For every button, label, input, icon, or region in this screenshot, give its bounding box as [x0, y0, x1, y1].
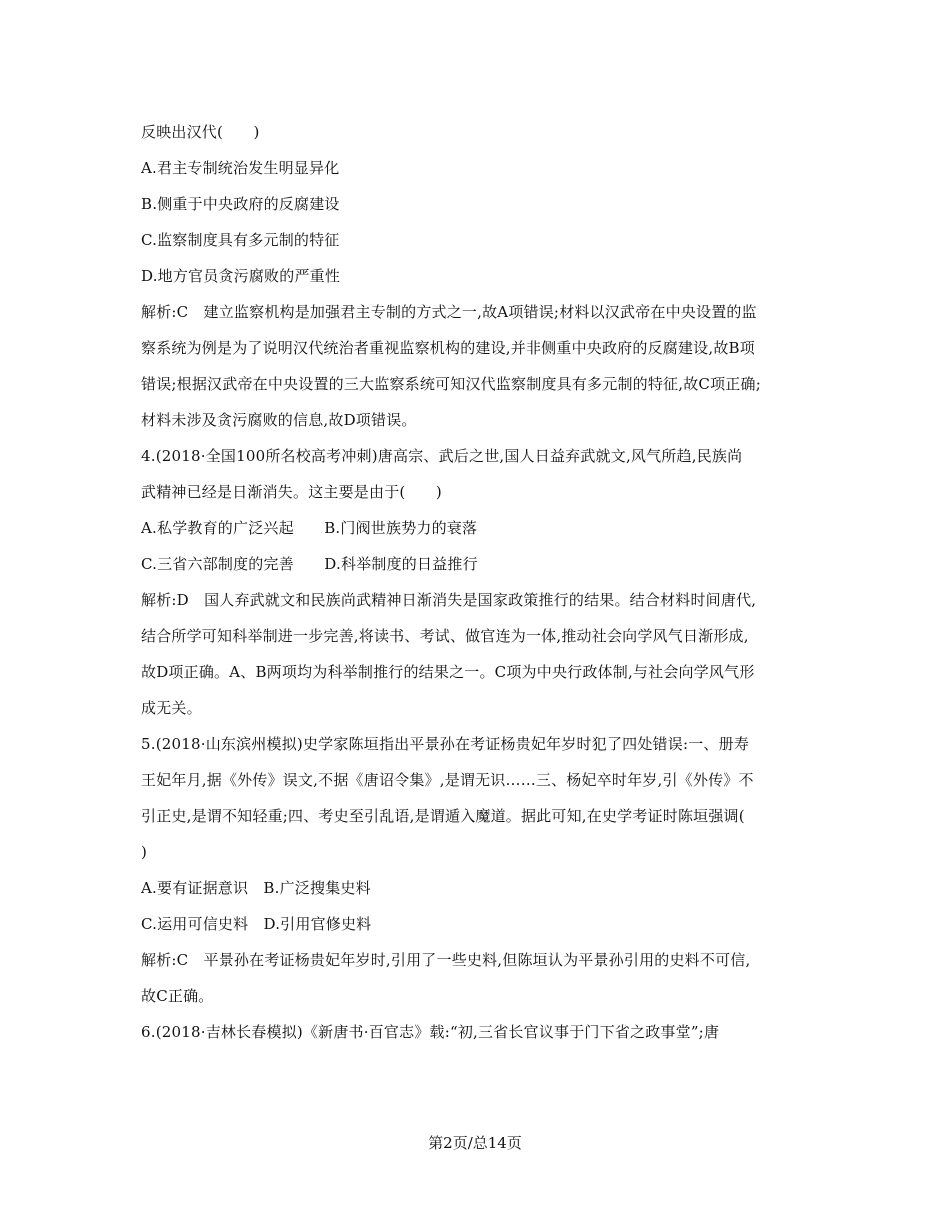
question-5-options-cd: C.运用可信史料 D.引用官修史料	[141, 915, 372, 933]
option-d: D.地方官员贪污腐败的严重性	[141, 267, 341, 285]
option-c: C.监察制度具有多元制的特征	[141, 231, 340, 249]
analysis-line: 解析:D 国人弃武就文和民族尚武精神日渐消失是国家政策推行的结果。结合材料时间唐代,	[141, 591, 757, 609]
question-4-stem: 武精神已经是日渐消失。这主要是由于( )	[141, 483, 442, 501]
analysis-line: 材料未涉及贪污腐败的信息,故D项错误。	[141, 411, 417, 429]
question-4-stem: 4.(2018·全国100所名校高考冲刺)唐高宗、武后之世,国人日益弃武就文,风气所趋,民族尚	[141, 447, 743, 465]
analysis-line: 错误;根据汉武帝在中央设置的三大监察系统可知汉代监察制度具有多元制的特征,故C项正确;	[141, 375, 761, 393]
analysis-line: 故D项正确。A、B两项均为科举制推行的结果之一。C项为中央行政体制,与社会向学风气形	[141, 663, 755, 681]
question-5-stem: 王妃年月,据《外传》误文,不据《唐诏令集》,是谓无识……三、杨妃卒时年岁,引《外传》不	[141, 771, 754, 789]
analysis-line: 成无关。	[141, 699, 202, 717]
analysis-line: 解析:C 平景孙在考证杨贵妃年岁时,引用了一些史料,但陈垣认为平景孙引用的史料不可信,	[141, 951, 751, 969]
question-4-options-cd: C.三省六部制度的完善 D.科举制度的日益推行	[141, 555, 478, 573]
document-body	[141, 114, 811, 1050]
question-stem-end: 反映出汉代( )	[141, 123, 260, 141]
analysis-line: 故C正确。	[141, 987, 214, 1005]
question-5-options-ab: A.要有证据意识 B.广泛搜集史料	[141, 879, 371, 897]
question-5-stem: 引正史,是谓不知轻重;四、考史至引乱语,是谓遁入魔道。据此可知,在史学考证时陈垣强调(	[141, 807, 745, 825]
page-number: 第2页/总14页	[428, 1134, 522, 1152]
analysis-line: 解析:C 建立监察机构是加强君主专制的方式之一,故A项错误;材料以汉武帝在中央设置的监	[141, 303, 757, 321]
question-4-options-ab: A.私学教育的广泛兴起 B.门阀世族势力的衰落	[141, 519, 478, 537]
option-a: A.君主专制统治发生明显异化	[141, 159, 340, 177]
question-5-stem: )	[141, 843, 148, 861]
analysis-line: 察系统为例是为了说明汉代统治者重视监察机构的建设,并非侧重中央政府的反腐建设,故B项	[141, 339, 755, 357]
option-b: B.侧重于中央政府的反腐建设	[141, 195, 340, 213]
analysis-line: 结合所学可知科举制进一步完善,将读书、考试、做官连为一体,推动社会向学风气日渐形成,	[141, 627, 749, 645]
question-6-stem: 6.(2018·吉林长春模拟)《新唐书·百官志》载:“初,三省长官议事于门下省之政事堂”;唐	[141, 1023, 720, 1041]
question-5-stem: 5.(2018·山东滨州模拟)史学家陈垣指出平景孙在考证杨贵妃年岁时犯了四处错误:一、册寿	[141, 735, 750, 753]
